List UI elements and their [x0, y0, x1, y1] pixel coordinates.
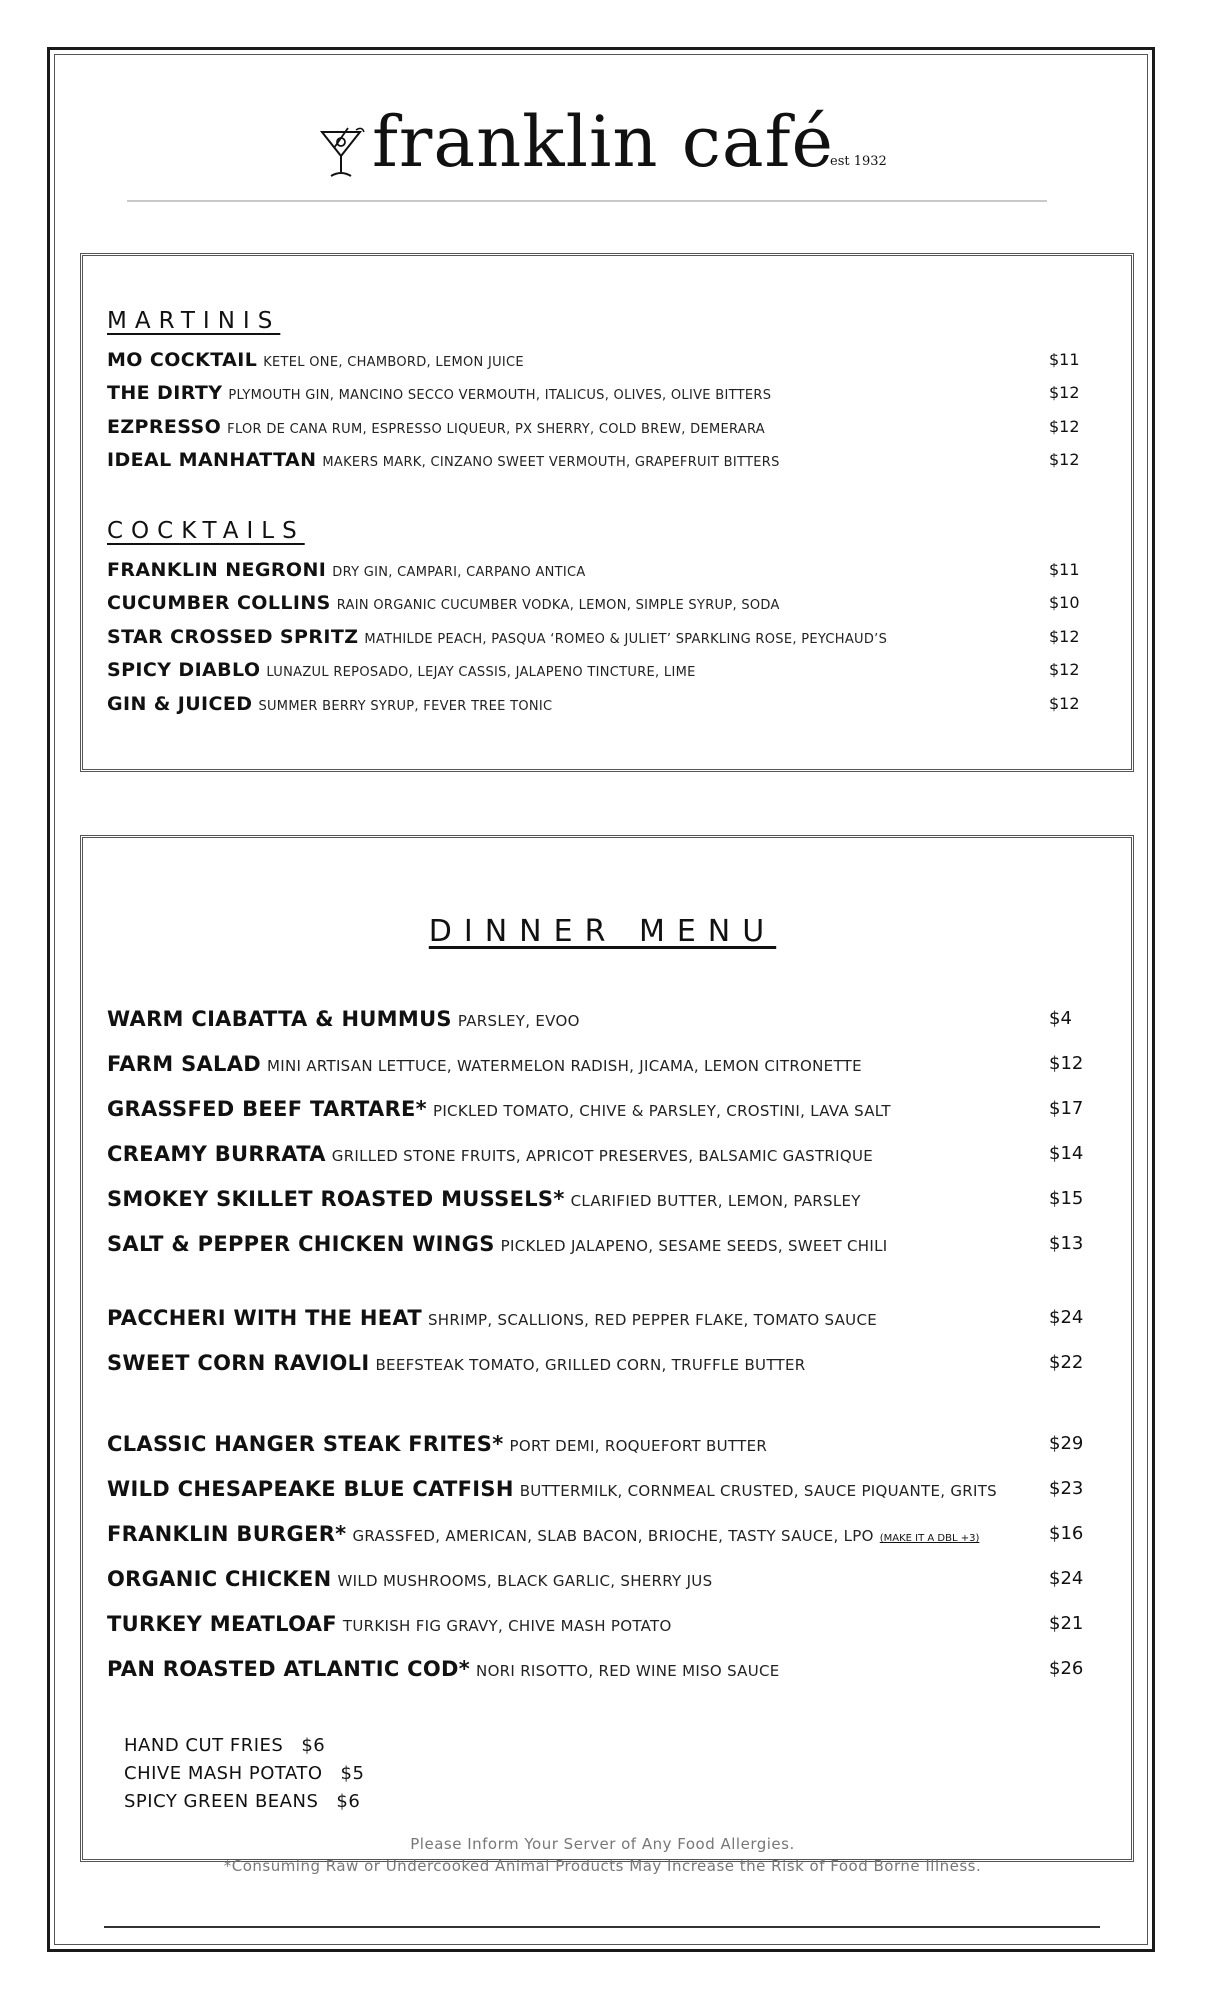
item-description: PLYMOUTH GIN, MANCINO SECCO VERMOUTH, ITALICUS, OLIVES, OLIVE BITTERS [228, 388, 772, 403]
menu-item-ideal-manhattan [107, 447, 1107, 473]
item-name: SALT & PEPPER CHICKEN WINGS [107, 1232, 495, 1256]
item-description: SHRIMP, SCALLIONS, RED PEPPER FLAKE, TOMATO SAUCE [427, 1311, 877, 1329]
item-price: $22 [1049, 1352, 1084, 1373]
item-price: $24 [1049, 1568, 1084, 1589]
item-description: WILD MUSHROOMS, BLACK GARLIC, SHERRY JUS [337, 1572, 713, 1590]
item-price: $24 [1049, 1307, 1084, 1328]
logo [320, 92, 890, 192]
item-description: PICKLED TOMATO, CHIVE & PARSLEY, CROSTINI, LAVA SALT [432, 1102, 891, 1120]
item-price: $13 [1049, 1233, 1084, 1254]
item-name: THE DIRTY [107, 382, 223, 404]
item-name: CLASSIC HANGER STEAK FRITES* [107, 1432, 504, 1456]
item-price: $17 [1049, 1098, 1084, 1119]
menu-item-cucumber-collins [107, 590, 1107, 616]
menu-item-warm-ciabatta [107, 1004, 1107, 1034]
item-name: STAR CROSSED SPRITZ [107, 626, 359, 648]
item-description: MAKERS MARK, CINZANO SWEET VERMOUTH, GRAPEFRUIT BITTERS [322, 455, 780, 470]
item-name: CUCUMBER COLLINS [107, 592, 331, 614]
menu-item-organic-chicken [107, 1564, 1107, 1594]
menu-item-blue-catfish [107, 1474, 1107, 1504]
side-name: SPICY GREEN BEANS [124, 1791, 319, 1812]
menu-item-ezpresso [107, 414, 1107, 440]
side-price: $5 [340, 1763, 365, 1784]
item-name: SMOKEY SKILLET ROASTED MUSSELS* [107, 1187, 565, 1211]
menu-item-farm-salad [107, 1049, 1107, 1079]
item-price: $12 [1049, 450, 1080, 469]
item-price: $12 [1049, 660, 1080, 679]
menu-item-mo-cocktail [107, 347, 1107, 373]
item-name: SWEET CORN RAVIOLI [107, 1351, 370, 1375]
item-name: PACCHERI WITH THE HEAT [107, 1306, 422, 1330]
item-name: TURKEY MEATLOAF [107, 1612, 337, 1636]
established-year: est 1932 [830, 154, 887, 169]
item-price: $16 [1049, 1523, 1084, 1544]
martini-glass-icon [320, 126, 366, 180]
item-description: MINI ARTISAN LETTUCE, WATERMELON RADISH, JICAMA, LEMON CITRONETTE [267, 1057, 862, 1075]
menu-item-roasted-mussels [107, 1184, 1107, 1214]
menu-item-sweet-corn-ravioli [107, 1348, 1107, 1378]
item-name: FRANKLIN NEGRONI [107, 559, 327, 581]
dinner-menu-heading: DINNER MENU [428, 914, 777, 949]
item-description: PICKLED JALAPENO, SESAME SEEDS, SWEET CHILI [500, 1237, 888, 1255]
side-name: CHIVE MASH POTATO [124, 1763, 323, 1784]
raw-food-warning: *Consuming Raw or Undercooked Animal Products May Increase the Risk of Food Borne Illness. [223, 1857, 982, 1875]
item-price: $11 [1049, 560, 1080, 579]
item-name: FARM SALAD [107, 1052, 262, 1076]
item-description: BEEFSTEAK TOMATO, GRILLED CORN, TRUFFLE BUTTER [375, 1356, 806, 1374]
menu-item-franklin-negroni [107, 557, 1107, 583]
item-price: $26 [1049, 1658, 1084, 1679]
item-price: $11 [1049, 350, 1080, 369]
item-description: DRY GIN, CAMPARI, CARPANO ANTICA [332, 565, 586, 580]
item-price: $14 [1049, 1143, 1084, 1164]
item-description: CLARIFIED BUTTER, LEMON, PARSLEY [570, 1192, 861, 1210]
menu-item-gin-and-juiced [107, 691, 1107, 717]
item-description: TURKISH FIG GRAVY, CHIVE MASH POTATO [342, 1617, 672, 1635]
item-name: WARM CIABATTA & HUMMUS [107, 1007, 452, 1031]
burger-double-upcharge: (MAKE IT A DBL +3) [879, 1533, 980, 1544]
item-price: $12 [1049, 1053, 1084, 1074]
menu-item-chicken-wings [107, 1229, 1107, 1259]
side-item-fries [124, 1733, 325, 1759]
menu-item-atlantic-cod [107, 1654, 1107, 1684]
menu-item-turkey-meatloaf [107, 1609, 1107, 1639]
item-description: LUNAZUL REPOSADO, LEJAY CASSIS, JALAPENO TINCTURE, LIME [266, 665, 696, 680]
item-price: $12 [1049, 694, 1080, 713]
item-description: BUTTERMILK, CORNMEAL CRUSTED, SAUCE PIQUANTE, GRITS [519, 1482, 998, 1500]
item-name: WILD CHESAPEAKE BLUE CATFISH [107, 1477, 514, 1501]
side-price: $6 [301, 1735, 326, 1756]
item-price: $29 [1049, 1433, 1084, 1454]
item-price: $12 [1049, 627, 1080, 646]
menu-item-creamy-burrata [107, 1139, 1107, 1169]
item-description: PARSLEY, EVOO [457, 1012, 580, 1030]
side-name: HAND CUT FRIES [124, 1735, 284, 1756]
menu-item-paccheri [107, 1303, 1107, 1333]
item-name: FRANKLIN BURGER* [107, 1522, 347, 1546]
item-description: SUMMER BERRY SYRUP, FEVER TREE TONIC [258, 699, 553, 714]
item-price: $12 [1049, 417, 1080, 436]
martinis-heading: MARTINIS [107, 308, 281, 334]
item-name: GRASSFED BEEF TARTARE* [107, 1097, 427, 1121]
header-divider [127, 200, 1047, 202]
item-price: $12 [1049, 383, 1080, 402]
item-name: SPICY DIABLO [107, 659, 261, 681]
item-price: $21 [1049, 1613, 1084, 1634]
side-item-green-beans [124, 1789, 360, 1815]
menu-item-the-dirty [107, 380, 1107, 406]
item-name: PAN ROASTED ATLANTIC COD* [107, 1657, 471, 1681]
menu-item-spicy-diablo [107, 657, 1107, 683]
item-description: GRASSFED, AMERICAN, SLAB BACON, BRIOCHE, TASTY SAUCE, LPO [352, 1527, 874, 1545]
item-name: IDEAL MANHATTAN [107, 449, 317, 471]
cocktails-heading: COCKTAILS [107, 518, 305, 544]
item-description: MATHILDE PEACH, PASQUA ‘ROMEO & JULIET’ SPARKLING ROSE, PEYCHAUD’S [364, 632, 888, 647]
menu-item-beef-tartare [107, 1094, 1107, 1124]
menu-item-franklin-burger [107, 1519, 1107, 1549]
footer-divider [104, 1926, 1100, 1928]
item-description: PORT DEMI, ROQUEFORT BUTTER [509, 1437, 768, 1455]
item-name: GIN & JUICED [107, 693, 253, 715]
item-price: $15 [1049, 1188, 1084, 1209]
logo-wordmark: franklin café [372, 101, 834, 183]
allergy-notice: Please Inform Your Server of Any Food Allergies. [410, 1835, 795, 1853]
item-description: GRILLED STONE FRUITS, APRICOT PRESERVES, BALSAMIC GASTRIQUE [331, 1147, 874, 1165]
item-name: EZPRESSO [107, 416, 222, 438]
side-item-mash [124, 1761, 364, 1787]
item-description: NORI RISOTTO, RED WINE MISO SAUCE [476, 1662, 780, 1680]
item-price: $10 [1049, 593, 1080, 612]
item-name: ORGANIC CHICKEN [107, 1567, 332, 1591]
item-description: KETEL ONE, CHAMBORD, LEMON JUICE [263, 355, 524, 370]
item-price: $4 [1049, 1008, 1072, 1029]
item-name: MO COCKTAIL [107, 349, 258, 371]
side-price: $6 [336, 1791, 361, 1812]
menu-item-star-crossed-spritz [107, 624, 1107, 650]
item-price: $23 [1049, 1478, 1084, 1499]
item-description: RAIN ORGANIC CUCUMBER VODKA, LEMON, SIMPLE SYRUP, SODA [336, 598, 780, 613]
menu-item-hanger-steak [107, 1429, 1107, 1459]
item-name: CREAMY BURRATA [107, 1142, 326, 1166]
item-description: FLOR DE CANA RUM, ESPRESSO LIQUEUR, PX SHERRY, COLD BREW, DEMERARA [227, 422, 765, 437]
